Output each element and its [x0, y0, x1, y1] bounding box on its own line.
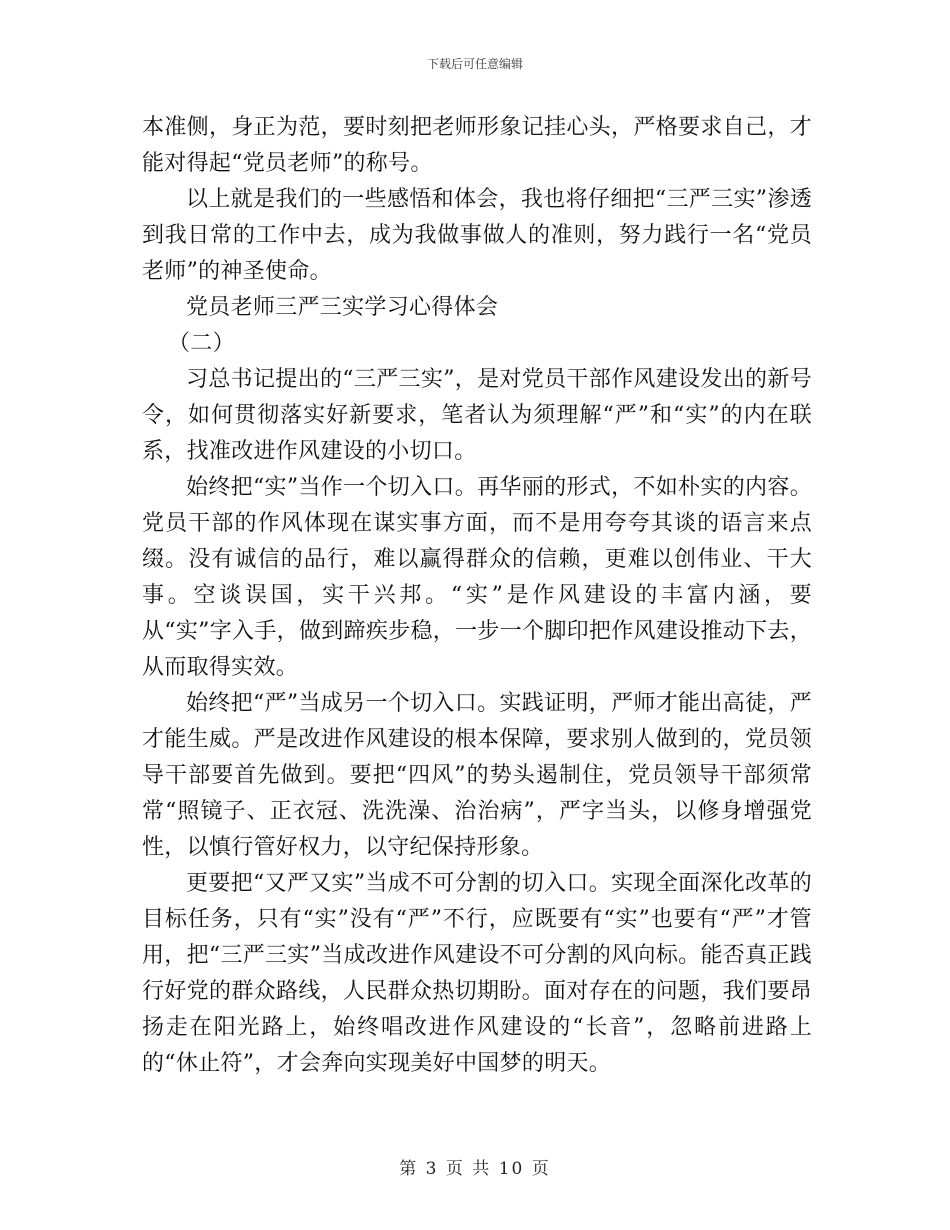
document-body — [142, 110, 812, 1082]
section-number: （二） — [168, 331, 235, 356]
paragraph-summary: 以上就是我们的一些感悟和体会，我也将仔细把“三严三实”渗透到我日常的工作中去，成为我做事做人的准则，努力践行一名“党员老师”的神圣使命。 — [142, 187, 812, 284]
section-title: 党员老师三严三实学习心得体会 — [186, 295, 499, 320]
page-number: 第 3 页 共 10 页 — [399, 1159, 551, 1179]
paragraph-yan-shi: 更要把“又严又实”当成不可分割的切入口。实现全面深化改革的目标任务，只有“实”没有“严”不行，应既要有“实”也要有“严”才管用，把“三严三实”当成改进作风建设不可分割的风向标。能否真正践行好党的群众路线，人民群众热切期盼。面对存在的问题，我们要昂扬走在阳光路上，始终唱改进作风建设的“长音”，忽略前进路上的“休止符”，才会奔向实现美好中国梦的明天。 — [142, 871, 812, 1076]
paragraph-yan: 始终把“严”当成另一个切入口。实践证明，严师才能出高徒，严才能生威。严是改进作风建设的根本保障，要求别人做到的，党员领导干部要首先做到。要把“四风”的势头遏制住，党员领导干部须常常“照镜子、正衣冠、洗洗澡、治治病”，严字当头，以修身增强党性，以慎行管好权力，以守纪保持形象。 — [142, 691, 812, 860]
page-header-note: 下载后可任意编辑 — [426, 57, 523, 71]
paragraph-shi: 始终把“实”当作一个切入口。再华丽的形式，不如朴实的内容。党员干部的作风体现在谋实事方面，而不是用夸夸其谈的语言来点缀。没有诚信的品行，难以赢得群众的信赖，更难以创伟业、干大事。空谈误国，实干兴邦。“实”是作风建设的丰富内涵，要从“实”字入手，做到蹄疾步稳，一步一个脚印把作风建设推动下去，从而取得实效。 — [142, 475, 812, 680]
paragraph-continuation: 本准侧，身正为范，要时刻把老师形象记挂心头，严格要求自己，才能对得起“党员老师”的称号。 — [142, 115, 812, 176]
paragraph-intro: 习总书记提出的“三严三实”，是对党员干部作风建设发出的新号令，如何贯彻落实好新要求，笔者认为须理解“严”和“实”的内在联系，找准改进作风建设的小切口。 — [142, 367, 812, 464]
